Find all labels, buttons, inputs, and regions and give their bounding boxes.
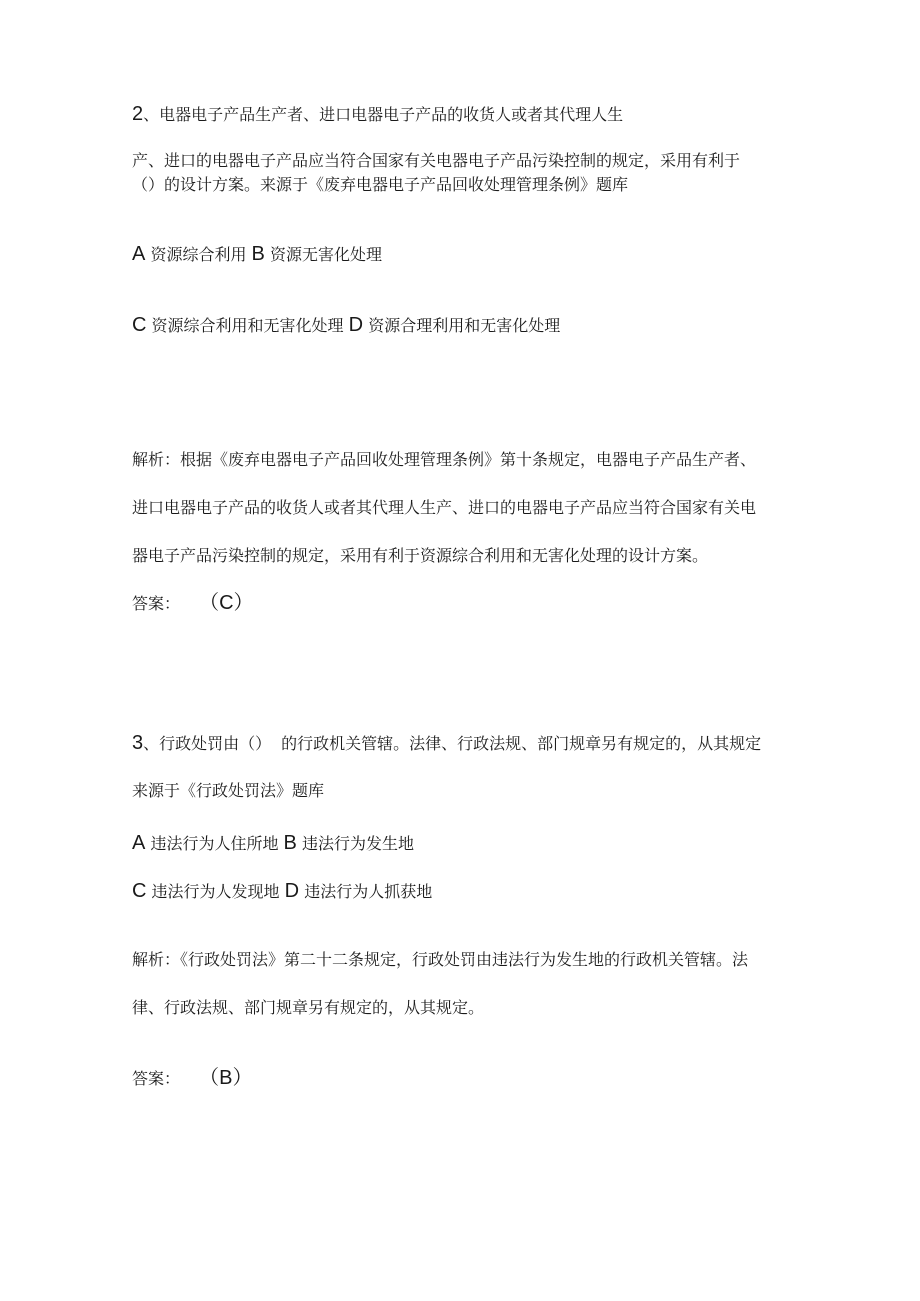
q3-option-b-letter: B <box>283 832 297 854</box>
q2-option-d-letter: D <box>348 314 364 336</box>
q3-answer-value: （B） <box>199 1067 253 1089</box>
q3-stem-line1 <box>132 733 761 754</box>
q3-option-b-text: 违法行为发生地 <box>301 834 414 853</box>
q2-option-a-letter: A <box>132 243 146 265</box>
q2-answer <box>132 593 254 614</box>
q3-option-c-text: 违法行为人发现地 <box>151 882 280 901</box>
q2-option-d-text: 资源合理利用和无害化处理 <box>368 316 561 335</box>
q2-stem-line2: 产、进口的电器电子产品应当符合国家有关电器电子产品污染控制的规定，采用有利于 <box>132 151 741 170</box>
q2-stem-line3: （）的设计方案。来源于《废弃电器电子产品回收处理管理条例》题库 <box>132 175 629 194</box>
q3-option-c-letter: C <box>132 880 147 902</box>
q2-option-c-letter: C <box>132 314 147 336</box>
q2-answer-label: 答案： <box>132 594 181 613</box>
q3-options-cd <box>132 881 432 902</box>
q3-stem-part3: 的行政机关管辖。法律、行政法规、部门规章另有规定的，从其规定 <box>281 734 762 753</box>
q3-stem-line2: 来源于《行政处罚法》题库 <box>132 781 325 800</box>
q3-option-a-letter: A <box>132 832 146 854</box>
q2-options-ab <box>132 244 382 265</box>
q3-options-ab <box>132 833 414 854</box>
q3-option-d-letter: D <box>284 880 300 902</box>
q2-answer-value: （C） <box>199 592 254 614</box>
q3-stem-part1: 、行政处罚由（ <box>143 734 256 753</box>
q3-analysis-line2: 律、行政法规、部门规章另有规定的，从其规定。 <box>132 998 485 1017</box>
q2-option-b-letter: B <box>251 243 265 265</box>
q2-analysis-line3: 器电子产品污染控制的规定，采用有利于资源综合利用和无害化处理的设计方案。 <box>132 546 709 565</box>
q2-option-b-text: 资源无害化处理 <box>269 245 382 264</box>
q3-answer-label: 答案： <box>132 1069 181 1088</box>
q3-option-a-text: 违法行为人住所地 <box>150 834 279 853</box>
q3-stem-part2: ） <box>255 734 272 753</box>
q2-option-c-text: 资源综合利用和无害化处理 <box>151 316 344 335</box>
q2-number: 2 <box>132 103 144 125</box>
q2-option-a-text: 资源综合利用 <box>150 245 247 264</box>
q2-analysis-line2: 进口电器电子产品的收货人或者其代理人生产、进口的电器电子产品应当符合国家有关电 <box>132 498 757 517</box>
q2-analysis-line1: 解析：根据《废弃电器电子产品回收处理管理条例》第十条规定，电器电子产品生产者、 <box>132 450 757 469</box>
q3-option-d-text: 违法行为人抓获地 <box>304 882 433 901</box>
q3-answer <box>132 1068 252 1089</box>
q2-options-cd <box>132 315 560 336</box>
q2-stem-text1: 、电器电子产品生产者、进口电器电子产品的收货人或者其代理人生 <box>143 105 624 124</box>
q2-stem-line1 <box>132 104 623 125</box>
q3-analysis-line1: 解析：《行政处罚法》第二十二条规定，行政处罚由违法行为发生地的行政机关管辖。法 <box>132 950 749 969</box>
q3-number: 3 <box>132 732 144 754</box>
